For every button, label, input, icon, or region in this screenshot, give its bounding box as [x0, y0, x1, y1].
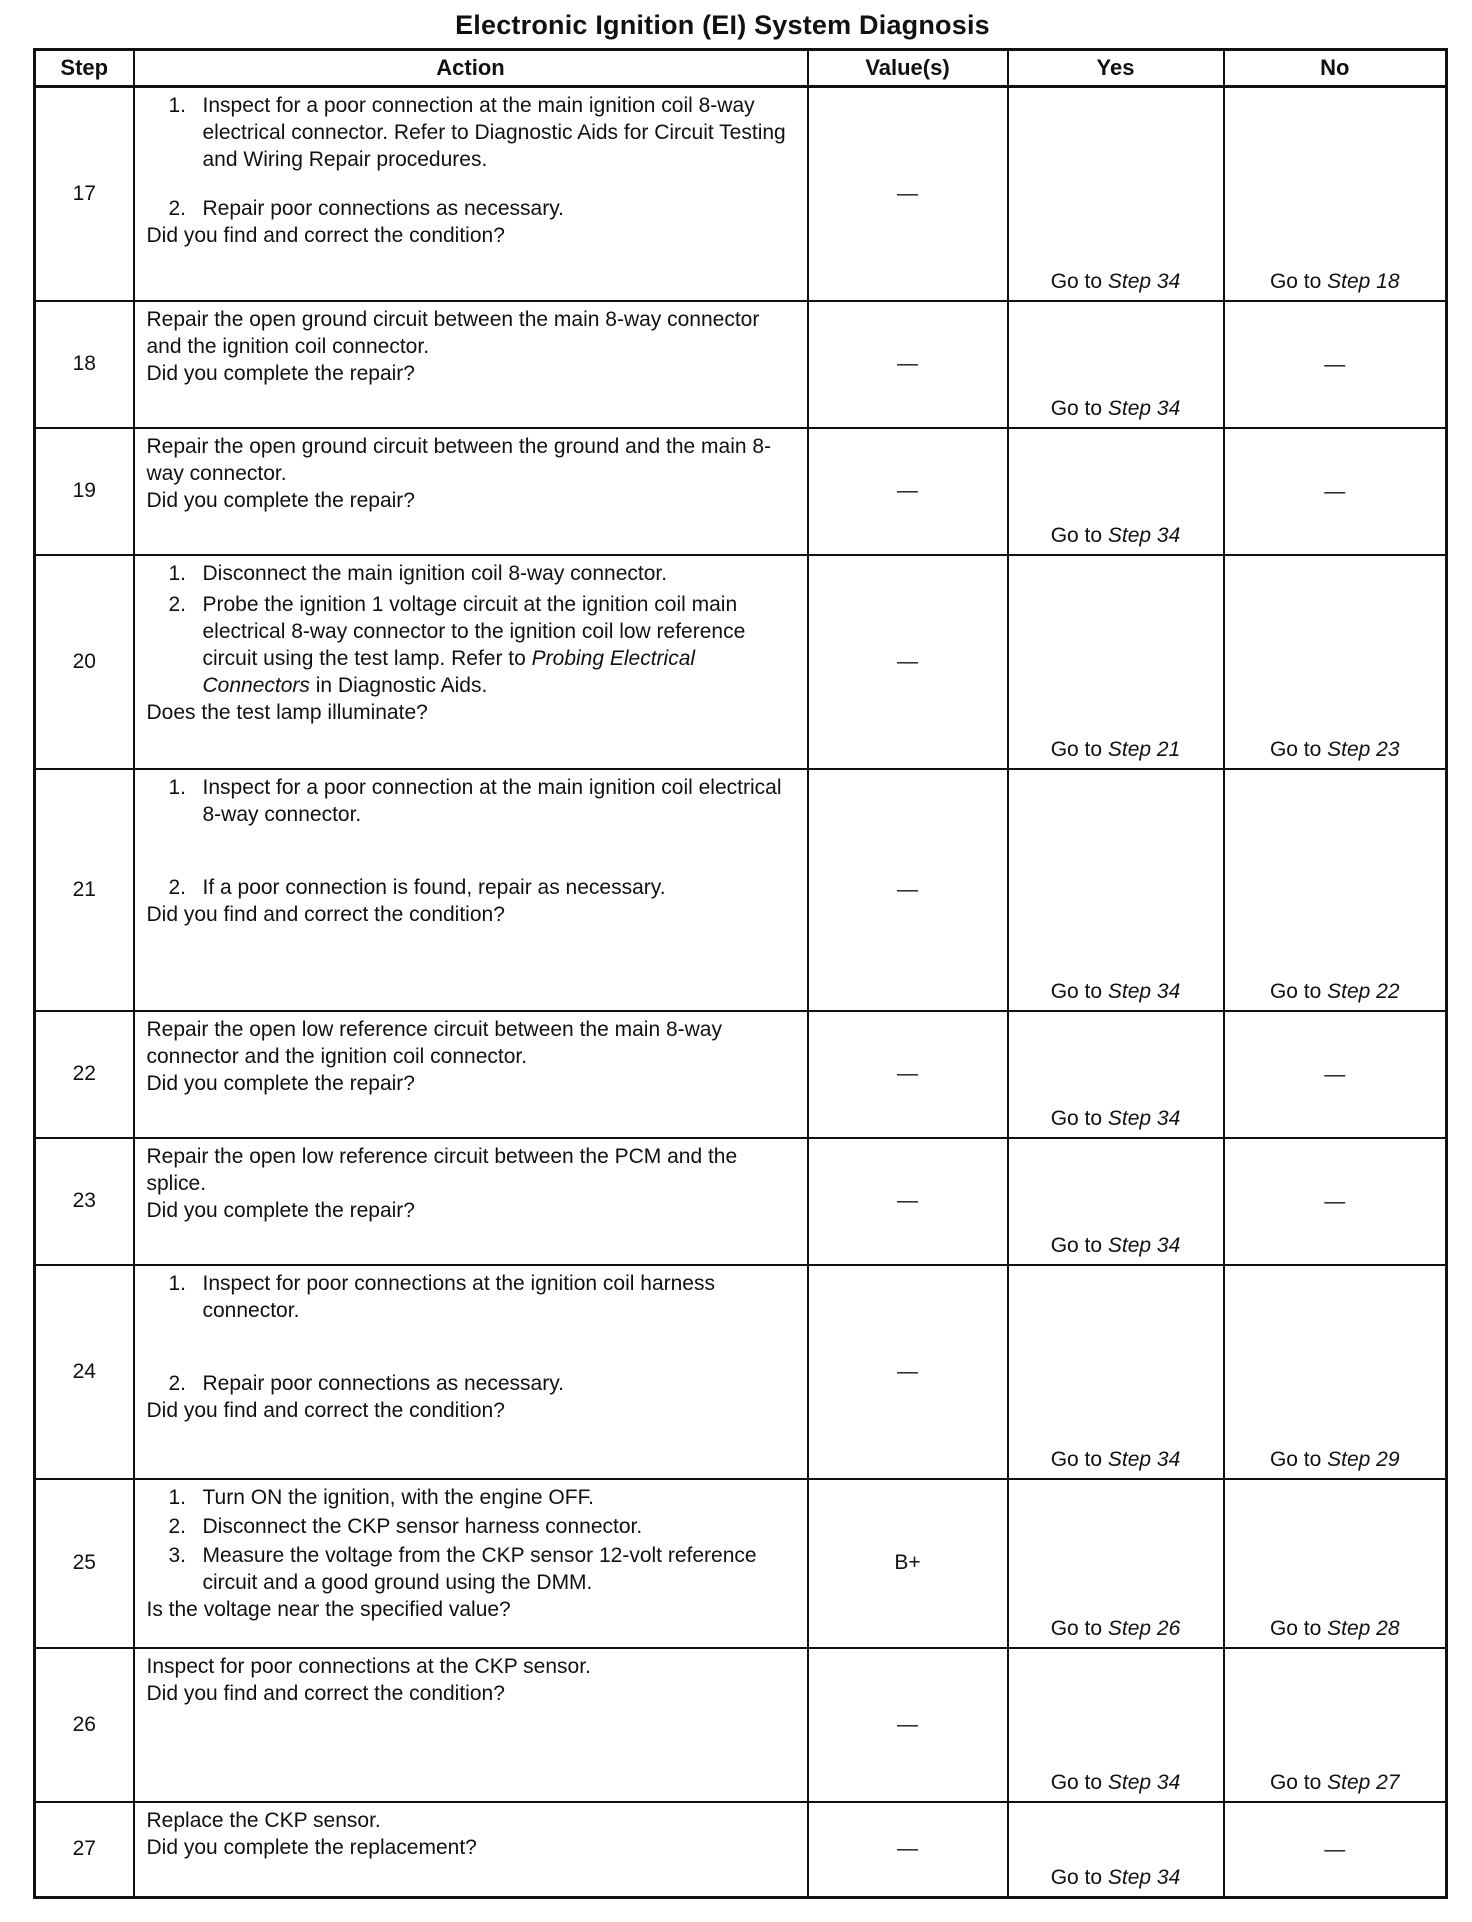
- page-title: Electronic Ignition (EI) System Diagnosis: [455, 10, 990, 40]
- value-cell: —: [808, 1648, 1008, 1802]
- list-item: 1. Inspect for a poor connection at the main ignition coil electrical 8-way connector.: [168, 775, 782, 826]
- list-item: 2. Disconnect the CKP sensor harness connector.: [168, 1514, 643, 1538]
- no-cell: Go to Step 23: [1224, 555, 1447, 769]
- action-text: Inspect for poor connections at the CKP sensor.: [146, 1654, 591, 1678]
- action-text: Repair the open low reference circuit between the main 8-way connector and the ignition coil connector.: [146, 1017, 722, 1068]
- action-cell: [134, 1479, 808, 1648]
- no-cell: —: [1224, 1802, 1447, 1898]
- yes-cell: Go to Step 34: [1008, 87, 1224, 301]
- list-item: 1. Inspect for poor connections at the ignition coil harness connector.: [168, 1271, 715, 1322]
- value-cell: —: [808, 87, 1008, 301]
- step-number: 27: [35, 1802, 134, 1898]
- question-text: Did you complete the repair?: [146, 1198, 415, 1222]
- table-row: [35, 1265, 1447, 1479]
- header-step: Step: [35, 50, 134, 87]
- action-cell: [134, 555, 808, 769]
- yes-cell: Go to Step 34: [1008, 1265, 1224, 1479]
- action-cell: [134, 1648, 808, 1802]
- yes-cell: Go to Step 34: [1008, 428, 1224, 555]
- action-cell: [134, 301, 808, 428]
- action-cell: [134, 1802, 808, 1898]
- table-row: [35, 1011, 1447, 1138]
- value-cell: —: [808, 1265, 1008, 1479]
- question-text: Is the voltage near the specified value?: [146, 1597, 511, 1621]
- action-text: Repair the open ground circuit between the main 8-way connector and the ignition coil connector.: [146, 307, 760, 358]
- step-number: 21: [35, 769, 134, 1011]
- action-cell: [134, 87, 808, 301]
- step-number: 18: [35, 301, 134, 428]
- header-yes: Yes: [1008, 50, 1224, 87]
- value-cell: —: [808, 1802, 1008, 1898]
- value-cell: B+: [808, 1479, 1008, 1648]
- table-row: [35, 1648, 1447, 1802]
- list-item: 1. Inspect for a poor connection at the main ignition coil 8-way electrical connector. Refer to Diagnostic Aids for Circuit Testing and Wiring Repair procedures.: [168, 94, 786, 171]
- action-cell: [134, 428, 808, 555]
- list-item: 2. If a poor connection is found, repair as necessary.: [168, 875, 666, 899]
- yes-cell: Go to Step 34: [1008, 1802, 1224, 1898]
- no-cell: Go to Step 18: [1224, 87, 1447, 301]
- step-number: 22: [35, 1011, 134, 1138]
- table-row: [35, 428, 1447, 555]
- list-item: 1. Disconnect the main ignition coil 8-way connector.: [168, 561, 668, 585]
- no-cell: —: [1224, 301, 1447, 428]
- table-row: [35, 555, 1447, 769]
- step-number: 17: [35, 87, 134, 301]
- no-cell: Go to Step 29: [1224, 1265, 1447, 1479]
- list-item: 2. Repair poor connections as necessary.: [168, 197, 564, 220]
- no-cell: —: [1224, 428, 1447, 555]
- value-cell: —: [808, 428, 1008, 555]
- table-row: [35, 1138, 1447, 1265]
- action-text: Replace the CKP sensor.: [146, 1808, 381, 1832]
- action-cell: [134, 1265, 808, 1479]
- yes-cell: Go to Step 34: [1008, 1011, 1224, 1138]
- step-number: 23: [35, 1138, 134, 1265]
- value-cell: —: [808, 1138, 1008, 1265]
- question-text: Did you complete the repair?: [146, 488, 415, 512]
- header-no: No: [1224, 50, 1447, 87]
- action-text: Repair the open low reference circuit between the PCM and the splice.: [146, 1144, 738, 1195]
- value-cell: —: [808, 769, 1008, 1011]
- diagnosis-table: [33, 48, 1448, 1899]
- yes-cell: Go to Step 34: [1008, 301, 1224, 428]
- list-item: 2. Probe the ignition 1 voltage circuit at the ignition coil main electrical 8-way connector to the ignition coil low reference circuit using the test lamp. Refer to Probing Electrical Connectors in Diagnostic Aids.: [168, 592, 746, 697]
- no-cell: Go to Step 28: [1224, 1479, 1447, 1648]
- list-item: 2. Repair poor connections as necessary.: [168, 1371, 564, 1395]
- step-number: 20: [35, 555, 134, 769]
- yes-cell: Go to Step 21: [1008, 555, 1224, 769]
- yes-cell: Go to Step 34: [1008, 1648, 1224, 1802]
- action-cell: [134, 1011, 808, 1138]
- no-cell: —: [1224, 1011, 1447, 1138]
- action-cell: [134, 1138, 808, 1265]
- table-row: [35, 301, 1447, 428]
- step-number: 19: [35, 428, 134, 555]
- action-cell: [134, 769, 808, 1011]
- no-cell: —: [1224, 1138, 1447, 1265]
- step-number: 26: [35, 1648, 134, 1802]
- list-item: 3. Measure the voltage from the CKP sensor 12-volt reference circuit and a good ground using the DMM.: [168, 1543, 757, 1594]
- question-text: Did you find and correct the condition?: [146, 1681, 505, 1705]
- list-item: 1. Turn ON the ignition, with the engine OFF.: [168, 1485, 594, 1509]
- header-values: Value(s): [808, 50, 1008, 87]
- value-cell: —: [808, 555, 1008, 769]
- table-row: [35, 1479, 1447, 1648]
- yes-cell: Go to Step 34: [1008, 1138, 1224, 1265]
- header-row: [35, 50, 1447, 87]
- question-text: Did you find and correct the condition?: [146, 1398, 505, 1422]
- question-text: Did you complete the repair?: [146, 1071, 415, 1095]
- no-cell: Go to Step 22: [1224, 769, 1447, 1011]
- table-row: [35, 1802, 1447, 1898]
- value-cell: —: [808, 1011, 1008, 1138]
- yes-cell: Go to Step 26: [1008, 1479, 1224, 1648]
- question-text: Did you find and correct the condition?: [146, 224, 505, 247]
- question-text: Did you complete the repair?: [146, 361, 415, 385]
- value-cell: —: [808, 301, 1008, 428]
- question-text: Does the test lamp illuminate?: [146, 700, 428, 724]
- step-number: 24: [35, 1265, 134, 1479]
- table-row: [35, 769, 1447, 1011]
- question-text: Did you complete the replacement?: [146, 1835, 477, 1859]
- no-cell: Go to Step 27: [1224, 1648, 1447, 1802]
- header-action: Action: [134, 50, 808, 87]
- yes-cell: Go to Step 34: [1008, 769, 1224, 1011]
- table-row: [35, 87, 1447, 301]
- action-text: Repair the open ground circuit between the ground and the main 8-way connector.: [146, 434, 772, 485]
- step-number: 25: [35, 1479, 134, 1648]
- question-text: Did you find and correct the condition?: [146, 902, 505, 926]
